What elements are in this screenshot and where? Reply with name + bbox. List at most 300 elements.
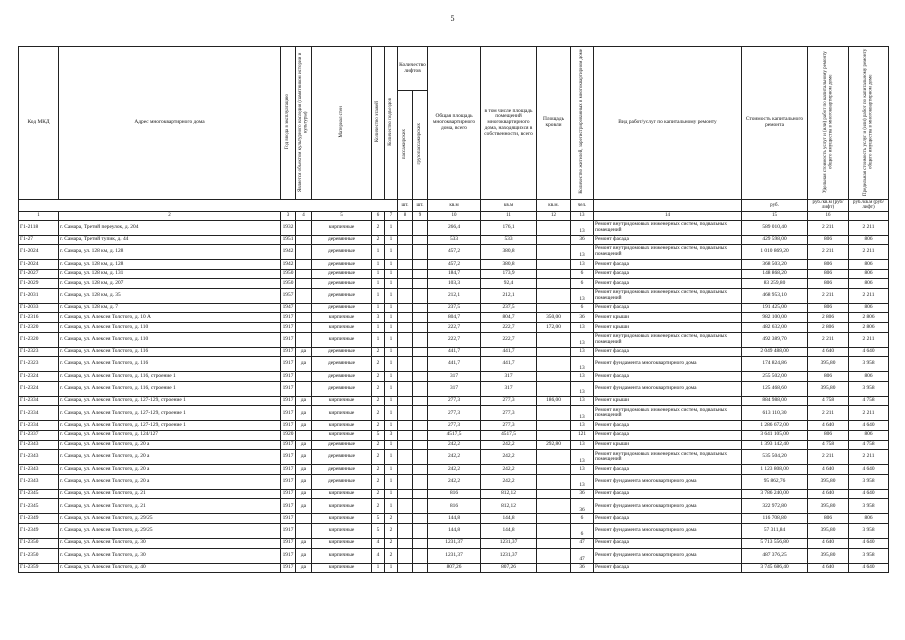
unit-cell: шт. bbox=[398, 200, 413, 212]
row-area-total: 441,7 bbox=[428, 347, 481, 357]
row-floors: 4 bbox=[372, 539, 385, 549]
row-wall-material: деревянные bbox=[312, 440, 372, 450]
header-roof-area: Площадь кровли bbox=[537, 47, 571, 200]
col-number: 13 bbox=[571, 211, 594, 220]
row-heritage bbox=[296, 524, 312, 539]
row-residents: 13 bbox=[571, 260, 594, 270]
row-work-type: Ремонт фасада bbox=[594, 421, 742, 431]
row-heritage: да bbox=[296, 548, 312, 563]
row-residents: 47 bbox=[571, 548, 594, 563]
row-roof-area bbox=[537, 450, 571, 465]
row-lifts-passenger bbox=[398, 323, 413, 333]
row-entrances: 1 bbox=[385, 381, 398, 396]
row-lifts-cargo bbox=[413, 288, 428, 303]
row-residents: 13 bbox=[571, 450, 594, 465]
row-heritage bbox=[296, 245, 312, 260]
row-limit-cost: 2 211 bbox=[849, 450, 889, 465]
row-lifts-cargo bbox=[413, 396, 428, 406]
row-heritage bbox=[296, 303, 312, 313]
row-year: 1917 bbox=[281, 539, 296, 549]
row-year: 1917 bbox=[281, 332, 296, 347]
row-heritage bbox=[296, 260, 312, 270]
row-cost: 3 641 105,00 bbox=[742, 431, 808, 441]
row-address: г. Самара, ул. Алексея Толстого, д. 29/25 bbox=[59, 514, 281, 524]
row-entrances: 1 bbox=[385, 279, 398, 289]
row-code: Г1-2324 bbox=[19, 381, 59, 396]
row-cost: 1 286 672,00 bbox=[742, 421, 808, 431]
row-code: Г1-2323 bbox=[19, 347, 59, 357]
row-floors: 2 bbox=[372, 381, 385, 396]
row-year: 1917 bbox=[281, 563, 296, 573]
row-wall-material: кирпичные bbox=[312, 332, 372, 347]
table-row bbox=[19, 347, 889, 357]
row-code: Г1-27 bbox=[19, 235, 59, 245]
row-cost: 116 708,80 bbox=[742, 514, 808, 524]
row-area-total: 144,8 bbox=[428, 524, 481, 539]
row-entrances: 2 bbox=[385, 539, 398, 549]
row-unit-cost: 4 758 bbox=[808, 440, 849, 450]
row-entrances: 1 bbox=[385, 406, 398, 421]
row-limit-cost: 2 211 bbox=[849, 406, 889, 421]
row-area-total: 1231,37 bbox=[428, 539, 481, 549]
row-cost: 1 123 808,00 bbox=[742, 465, 808, 475]
row-wall-material: кирпичные bbox=[312, 514, 372, 524]
row-code: Г1-2349 bbox=[19, 514, 59, 524]
row-address: г. Самара, ул. Алексея Толстого, д. 116 bbox=[59, 357, 281, 372]
row-unit-cost: 4 640 bbox=[808, 539, 849, 549]
row-address: г. Самара, ул. 128 км, д. 131 bbox=[59, 269, 281, 279]
row-cost: 1 010 869,20 bbox=[742, 245, 808, 260]
table-row bbox=[19, 332, 889, 347]
row-area-total: 144,8 bbox=[428, 514, 481, 524]
row-year: 1920 bbox=[281, 431, 296, 441]
row-heritage bbox=[296, 279, 312, 289]
row-work-type: Ремонт фундамента многоквартирного дома bbox=[594, 474, 742, 489]
col-number: 2 bbox=[59, 211, 281, 220]
row-heritage bbox=[296, 323, 312, 333]
row-unit-cost: 4 640 bbox=[808, 489, 849, 499]
row-roof-area bbox=[537, 220, 571, 235]
row-limit-cost: 4 640 bbox=[849, 563, 889, 573]
row-unit-cost: 395,80 bbox=[808, 524, 849, 539]
row-code: Г1-2334 bbox=[19, 421, 59, 431]
row-residents: 36 bbox=[571, 235, 594, 245]
row-lifts-cargo bbox=[413, 406, 428, 421]
row-work-type: Ремонт фасада bbox=[594, 303, 742, 313]
row-wall-material: кирпичные bbox=[312, 431, 372, 441]
row-limit-cost: 806 bbox=[849, 303, 889, 313]
row-lifts-passenger bbox=[398, 440, 413, 450]
table-row bbox=[19, 235, 889, 245]
row-roof-area bbox=[537, 421, 571, 431]
header-area-total: Общая площадь многоквартирного дома, всего bbox=[428, 47, 481, 200]
row-wall-material: деревянные bbox=[312, 288, 372, 303]
row-code: Г1-2024 bbox=[19, 245, 59, 260]
row-year: 1917 bbox=[281, 347, 296, 357]
row-code: Г1-2343 bbox=[19, 474, 59, 489]
table-row bbox=[19, 421, 889, 431]
header-lifts-passenger: пассажирских bbox=[398, 91, 413, 200]
row-work-type: Ремонт внутридомовых инженерных систем, подвальных помещений bbox=[594, 450, 742, 465]
row-area-in-property: 4517,5 bbox=[481, 431, 537, 441]
row-entrances: 1 bbox=[385, 332, 398, 347]
row-address: г. Самара, ул. Алексея Толстого, д. 127-129, строение 1 bbox=[59, 406, 281, 421]
row-area-in-property: 317 bbox=[481, 381, 537, 396]
row-entrances: 3 bbox=[385, 431, 398, 441]
row-wall-material: деревянные bbox=[312, 465, 372, 475]
row-area-in-property: 242,2 bbox=[481, 440, 537, 450]
row-roof-area bbox=[537, 499, 571, 514]
row-work-type: Ремонт внутридомовых инженерных систем, подвальных помещений bbox=[594, 332, 742, 347]
row-work-type: Ремонт фасада bbox=[594, 372, 742, 382]
row-unit-cost: 806 bbox=[808, 303, 849, 313]
row-address: г. Самара, ул. Алексея Толстого, д. 20 а bbox=[59, 465, 281, 475]
row-code: Г1-2324 bbox=[19, 372, 59, 382]
row-year: 1917 bbox=[281, 357, 296, 372]
row-unit-cost: 2 806 bbox=[808, 313, 849, 323]
row-year: 1917 bbox=[281, 465, 296, 475]
row-unit-cost: 4 640 bbox=[808, 421, 849, 431]
row-code: Г1-2031 bbox=[19, 288, 59, 303]
row-area-in-property: 176,1 bbox=[481, 220, 537, 235]
row-limit-cost: 806 bbox=[849, 431, 889, 441]
row-heritage bbox=[296, 431, 312, 441]
row-residents: 6 bbox=[571, 303, 594, 313]
row-work-type: Ремонт фундамента многоквартирного дома bbox=[594, 381, 742, 396]
row-area-in-property: 242,2 bbox=[481, 474, 537, 489]
row-cost: 982 100,00 bbox=[742, 313, 808, 323]
row-limit-cost: 806 bbox=[849, 235, 889, 245]
row-area-total: 533 bbox=[428, 235, 481, 245]
row-heritage: да bbox=[296, 406, 312, 421]
row-floors: 2 bbox=[372, 440, 385, 450]
row-cost: 482 632,00 bbox=[742, 323, 808, 333]
row-lifts-cargo bbox=[413, 323, 428, 333]
row-area-total: 277,3 bbox=[428, 406, 481, 421]
row-floors: 1 bbox=[372, 323, 385, 333]
row-lifts-passenger bbox=[398, 245, 413, 260]
row-roof-area: 186,00 bbox=[537, 396, 571, 406]
row-heritage: да bbox=[296, 347, 312, 357]
row-heritage bbox=[296, 372, 312, 382]
row-limit-cost: 2 806 bbox=[849, 313, 889, 323]
row-lifts-cargo bbox=[413, 421, 428, 431]
row-roof-area bbox=[537, 303, 571, 313]
row-code: Г1-2027 bbox=[19, 269, 59, 279]
row-area-in-property: 222,7 bbox=[481, 323, 537, 333]
row-lifts-cargo bbox=[413, 279, 428, 289]
row-area-in-property: 533 bbox=[481, 235, 537, 245]
col-number: 5 bbox=[312, 211, 372, 220]
row-work-type: Ремонт внутридомовых инженерных систем, подвальных помещений bbox=[594, 220, 742, 235]
table-row bbox=[19, 323, 889, 333]
row-entrances: 1 bbox=[385, 323, 398, 333]
col-number: 1 bbox=[19, 211, 59, 220]
row-cost: 468 953,10 bbox=[742, 288, 808, 303]
row-residents: 6 bbox=[571, 269, 594, 279]
row-year: 1951 bbox=[281, 235, 296, 245]
table-row bbox=[19, 440, 889, 450]
row-code: Г1-2359 bbox=[19, 563, 59, 573]
table-row bbox=[19, 396, 889, 406]
row-heritage bbox=[296, 313, 312, 323]
row-floors: 5 bbox=[372, 431, 385, 441]
row-residents: 13 bbox=[571, 288, 594, 303]
row-wall-material: деревянные bbox=[312, 474, 372, 489]
col-number: 14 bbox=[594, 211, 742, 220]
row-address: г. Самара, ул. 128 км, д. 7 bbox=[59, 303, 281, 313]
table-row bbox=[19, 372, 889, 382]
row-entrances: 1 bbox=[385, 465, 398, 475]
row-limit-cost: 4 640 bbox=[849, 347, 889, 357]
row-year: 1917 bbox=[281, 499, 296, 514]
row-cost: 589 010,40 bbox=[742, 220, 808, 235]
row-lifts-cargo bbox=[413, 465, 428, 475]
row-address: г. Самара, ул. Алексея Толстого, д. 116, строение 1 bbox=[59, 381, 281, 396]
unit-cell: кв.м bbox=[428, 200, 481, 212]
row-unit-cost: 2 211 bbox=[808, 220, 849, 235]
row-residents: 121 bbox=[571, 431, 594, 441]
row-address: г. Самара, ул. Алексея Толстого, д. 21 bbox=[59, 489, 281, 499]
row-floors: 3 bbox=[372, 313, 385, 323]
col-number: 10 bbox=[428, 211, 481, 220]
row-entrances: 1 bbox=[385, 347, 398, 357]
row-work-type: Ремонт фундамента многоквартирного дома bbox=[594, 524, 742, 539]
row-roof-area bbox=[537, 431, 571, 441]
row-wall-material: кирпичные bbox=[312, 313, 372, 323]
row-residents: 13 bbox=[571, 474, 594, 489]
row-floors: 1 bbox=[372, 303, 385, 313]
row-address: г. Самара, ул. Алексея Толстого, д. 30 bbox=[59, 548, 281, 563]
row-unit-cost: 806 bbox=[808, 431, 849, 441]
row-residents: 47 bbox=[571, 539, 594, 549]
row-lifts-passenger bbox=[398, 406, 413, 421]
row-address: г. Самара, ул. Алексея Толстого, д. 127-129, строение 1 bbox=[59, 396, 281, 406]
row-heritage: да bbox=[296, 421, 312, 431]
row-floors: 1 bbox=[372, 269, 385, 279]
row-lifts-passenger bbox=[398, 539, 413, 549]
row-entrances: 1 bbox=[385, 220, 398, 235]
row-limit-cost: 2 211 bbox=[849, 245, 889, 260]
row-entrances: 1 bbox=[385, 489, 398, 499]
row-code: Г1-2350 bbox=[19, 548, 59, 563]
row-unit-cost: 4 640 bbox=[808, 465, 849, 475]
row-residents: 36 bbox=[571, 499, 594, 514]
row-code: Г1-2350 bbox=[19, 539, 59, 549]
column-numbers-row bbox=[19, 211, 889, 220]
row-cost: 83 259,80 bbox=[742, 279, 808, 289]
table-row bbox=[19, 260, 889, 270]
row-work-type: Ремонт фасада bbox=[594, 465, 742, 475]
unit-cell: руб./кв.м (руб/лифт) bbox=[849, 200, 889, 212]
row-heritage: да bbox=[296, 396, 312, 406]
row-year: 1942 bbox=[281, 260, 296, 270]
row-wall-material: деревянные bbox=[312, 260, 372, 270]
row-work-type: Ремонт фундамента многоквартирного дома bbox=[594, 357, 742, 372]
row-area-total: 242,2 bbox=[428, 440, 481, 450]
row-year: 1950 bbox=[281, 279, 296, 289]
table-row bbox=[19, 474, 889, 489]
row-area-in-property: 144,8 bbox=[481, 514, 537, 524]
row-code: Г1-2316 bbox=[19, 313, 59, 323]
row-year: 1942 bbox=[281, 245, 296, 260]
row-address: г. Самара, ул. Алексея Толстого, д. 10 А bbox=[59, 313, 281, 323]
row-address: г. Самара, ул. 128 км, д. 207 bbox=[59, 279, 281, 289]
row-address: г. Самара, ул. 128 км, д. 35 bbox=[59, 288, 281, 303]
row-heritage bbox=[296, 514, 312, 524]
row-floors: 1 bbox=[372, 245, 385, 260]
row-area-total: 317 bbox=[428, 372, 481, 382]
row-floors: 2 bbox=[372, 357, 385, 372]
row-residents: 13 bbox=[571, 323, 594, 333]
table-row bbox=[19, 303, 889, 313]
row-lifts-cargo bbox=[413, 539, 428, 549]
row-code: Г1-2345 bbox=[19, 499, 59, 514]
row-limit-cost: 4 640 bbox=[849, 465, 889, 475]
header-residents: Количество жителей, зарегистрированных в многоквартирном доме bbox=[571, 47, 594, 200]
row-roof-area bbox=[537, 563, 571, 573]
row-limit-cost: 3 958 bbox=[849, 474, 889, 489]
row-roof-area bbox=[537, 235, 571, 245]
row-address: г. Самара, ул. Алексея Толстого, д. 116, строение 1 bbox=[59, 372, 281, 382]
header-heritage: Является объектом культурного наследия (памятником истории и культуры) bbox=[296, 47, 312, 200]
row-lifts-passenger bbox=[398, 450, 413, 465]
row-lifts-cargo bbox=[413, 332, 428, 347]
row-unit-cost: 395,80 bbox=[808, 499, 849, 514]
row-entrances: 1 bbox=[385, 313, 398, 323]
row-heritage bbox=[296, 332, 312, 347]
row-floors: 2 bbox=[372, 235, 385, 245]
row-residents: 36 bbox=[571, 489, 594, 499]
row-limit-cost: 806 bbox=[849, 514, 889, 524]
row-code: Г1-2334 bbox=[19, 396, 59, 406]
row-roof-area: 350,00 bbox=[537, 313, 571, 323]
row-wall-material: кирпичные bbox=[312, 524, 372, 539]
unit-cell: кв.м. bbox=[537, 200, 571, 212]
row-code: Г1-2320 bbox=[19, 332, 59, 347]
row-limit-cost: 3 958 bbox=[849, 381, 889, 396]
row-area-in-property: 92,4 bbox=[481, 279, 537, 289]
row-residents: 36 bbox=[571, 313, 594, 323]
row-unit-cost: 395,80 bbox=[808, 548, 849, 563]
row-work-type: Ремонт внутридомовых инженерных систем, подвальных помещений bbox=[594, 245, 742, 260]
row-address: г. Самара, ул. 128 км, д. 128 bbox=[59, 245, 281, 260]
row-floors: 1 bbox=[372, 288, 385, 303]
table-row bbox=[19, 406, 889, 421]
row-work-type: Ремонт фасада bbox=[594, 279, 742, 289]
row-lifts-passenger bbox=[398, 347, 413, 357]
row-lifts-passenger bbox=[398, 279, 413, 289]
row-year: 1917 bbox=[281, 450, 296, 465]
row-entrances: 1 bbox=[385, 396, 398, 406]
header-entrances: Количество подъездов bbox=[385, 47, 398, 200]
row-roof-area: 172,00 bbox=[537, 323, 571, 333]
row-work-type: Ремонт фасада bbox=[594, 539, 742, 549]
row-unit-cost: 395,80 bbox=[808, 357, 849, 372]
header-lifts: Количество лифтов bbox=[398, 47, 428, 91]
row-lifts-cargo bbox=[413, 431, 428, 441]
row-residents: 6 bbox=[571, 279, 594, 289]
row-code: Г1-2337 bbox=[19, 431, 59, 441]
row-lifts-passenger bbox=[398, 235, 413, 245]
table-row bbox=[19, 524, 889, 539]
row-area-in-property: 441,7 bbox=[481, 357, 537, 372]
row-lifts-cargo bbox=[413, 357, 428, 372]
row-area-in-property: 242,2 bbox=[481, 465, 537, 475]
row-residents: 13 bbox=[571, 421, 594, 431]
row-limit-cost: 806 bbox=[849, 372, 889, 382]
row-residents: 13 bbox=[571, 406, 594, 421]
row-roof-area bbox=[537, 524, 571, 539]
row-residents: 13 bbox=[571, 440, 594, 450]
row-lifts-cargo bbox=[413, 347, 428, 357]
row-unit-cost: 2 806 bbox=[808, 323, 849, 333]
row-entrances: 1 bbox=[385, 260, 398, 270]
row-year: 1917 bbox=[281, 474, 296, 489]
row-work-type: Ремонт фасада bbox=[594, 431, 742, 441]
row-limit-cost: 4 758 bbox=[849, 396, 889, 406]
row-entrances: 2 bbox=[385, 524, 398, 539]
row-lifts-cargo bbox=[413, 489, 428, 499]
row-limit-cost: 4 640 bbox=[849, 539, 889, 549]
row-address: г. Самара, ул. Алексея Толстого, д. 20 а bbox=[59, 474, 281, 489]
row-area-in-property: 237,5 bbox=[481, 303, 537, 313]
row-floors: 1 bbox=[372, 563, 385, 573]
row-area-total: 184,7 bbox=[428, 269, 481, 279]
units-row bbox=[19, 200, 889, 212]
row-lifts-passenger bbox=[398, 421, 413, 431]
row-wall-material: кирпичные bbox=[312, 396, 372, 406]
row-residents: 13 bbox=[571, 347, 594, 357]
row-floors: 1 bbox=[372, 279, 385, 289]
table-row bbox=[19, 245, 889, 260]
row-residents: 13 bbox=[571, 381, 594, 396]
row-area-in-property: 812,12 bbox=[481, 499, 537, 514]
row-lifts-cargo bbox=[413, 440, 428, 450]
row-lifts-cargo bbox=[413, 220, 428, 235]
row-unit-cost: 2 211 bbox=[808, 332, 849, 347]
row-address: г. Самара, Третий переулок, д. 204 bbox=[59, 220, 281, 235]
row-unit-cost: 4 758 bbox=[808, 396, 849, 406]
row-work-type: Ремонт крыши bbox=[594, 313, 742, 323]
row-entrances: 1 bbox=[385, 288, 398, 303]
row-wall-material: деревянные bbox=[312, 269, 372, 279]
row-limit-cost: 4 640 bbox=[849, 421, 889, 431]
col-number: 12 bbox=[537, 211, 571, 220]
row-entrances: 1 bbox=[385, 563, 398, 573]
row-area-in-property: 277,3 bbox=[481, 406, 537, 421]
table-row bbox=[19, 288, 889, 303]
row-cost: 57 311,84 bbox=[742, 524, 808, 539]
row-code: Г1-2024 bbox=[19, 260, 59, 270]
row-floors: 2 bbox=[372, 489, 385, 499]
row-wall-material: кирпичные bbox=[312, 220, 372, 235]
row-wall-material: деревянные bbox=[312, 357, 372, 372]
row-address: г. Самара, ул. 128 км, д. 128 bbox=[59, 260, 281, 270]
row-code: Г1-2345 bbox=[19, 489, 59, 499]
row-entrances: 1 bbox=[385, 245, 398, 260]
header-wall-material: Материал стен bbox=[312, 47, 372, 200]
row-entrances: 1 bbox=[385, 303, 398, 313]
row-work-type: Ремонт внутридомовых инженерных систем, подвальных помещений bbox=[594, 288, 742, 303]
row-area-in-property: 222,7 bbox=[481, 332, 537, 347]
table-row bbox=[19, 499, 889, 514]
row-roof-area bbox=[537, 279, 571, 289]
row-residents: 13 bbox=[571, 357, 594, 372]
row-year: 1917 bbox=[281, 548, 296, 563]
row-unit-cost: 2 211 bbox=[808, 245, 849, 260]
row-area-total: 807,26 bbox=[428, 563, 481, 573]
